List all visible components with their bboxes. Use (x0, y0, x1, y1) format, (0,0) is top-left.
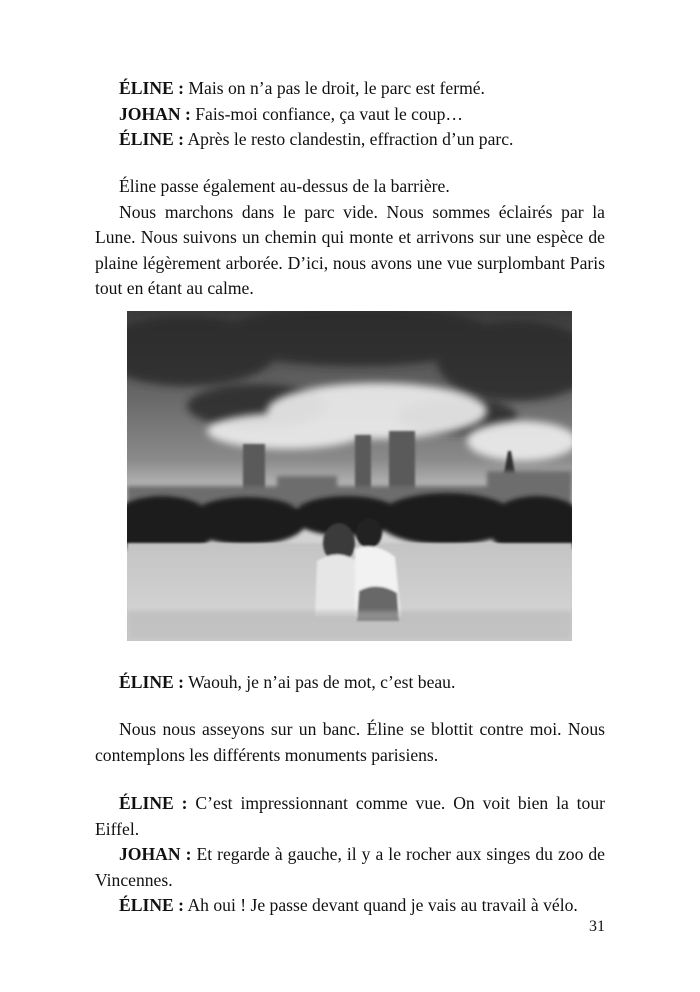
dialogue-line (95, 670, 605, 696)
dialogue-bottom (95, 791, 605, 919)
speaker-name: ÉLINE : (119, 895, 185, 915)
speaker-name: ÉLINE : (119, 129, 185, 149)
illustration-image (127, 311, 572, 641)
narration-paragraph: Éline passe également au-dessus de la barrière. (119, 176, 450, 196)
narration-paragraph: Nous nous asseyons sur un banc. Éline se blottit contre moi. Nous contemplons les différents monuments parisiens. (95, 719, 605, 765)
dialogue-mid (95, 670, 605, 696)
dialogue-line (95, 791, 605, 842)
dialogue-text: C’est impressionnant comme vue. On voit bien la tour Eiffel. (95, 793, 606, 839)
dialogue-line (95, 842, 605, 893)
dialogue-text: Mais on n’a pas le droit, le parc est fermé. (184, 78, 485, 98)
dialogue-line (95, 893, 605, 919)
speaker-name: ÉLINE : (119, 793, 188, 813)
narration-paragraph: Nous marchons dans le parc vide. Nous sommes éclairés par la Lune. Nous suivons un chemin qui monte et arrivons sur une espèce de plaine légèrement arborée. D’ici, nous avons une vue surplombant Paris tout en étant au calme. (95, 201, 605, 298)
dialogue-text: Ah oui ! Je passe devant quand je vais au travail à vélo. (184, 895, 578, 915)
page-number: 31 (589, 918, 605, 935)
dialogue-text: Et regarde à gauche, il y a le rocher aux singes du zoo de Vincennes. (95, 844, 605, 890)
dialogue-line (95, 127, 605, 153)
dialogue-line (95, 102, 605, 128)
dialogue-top (95, 76, 605, 153)
narration-block-2 (95, 717, 605, 768)
speaker-name: JOHAN : (119, 103, 191, 124)
speaker-name: JOHAN : (119, 844, 192, 864)
speaker-name: ÉLINE : (119, 672, 185, 692)
dialogue-text: Waouh, je n’ai pas de mot, c’est beau. (184, 672, 456, 692)
speaker-name: ÉLINE : (119, 78, 185, 98)
dialogue-text: Fais-moi confiance, ça vaut le coup… (190, 103, 463, 124)
narration-block-1 (95, 174, 605, 302)
dialogue-line (95, 76, 605, 102)
dialogue-text: Après le resto clandestin, effraction d’un parc. (184, 129, 514, 149)
